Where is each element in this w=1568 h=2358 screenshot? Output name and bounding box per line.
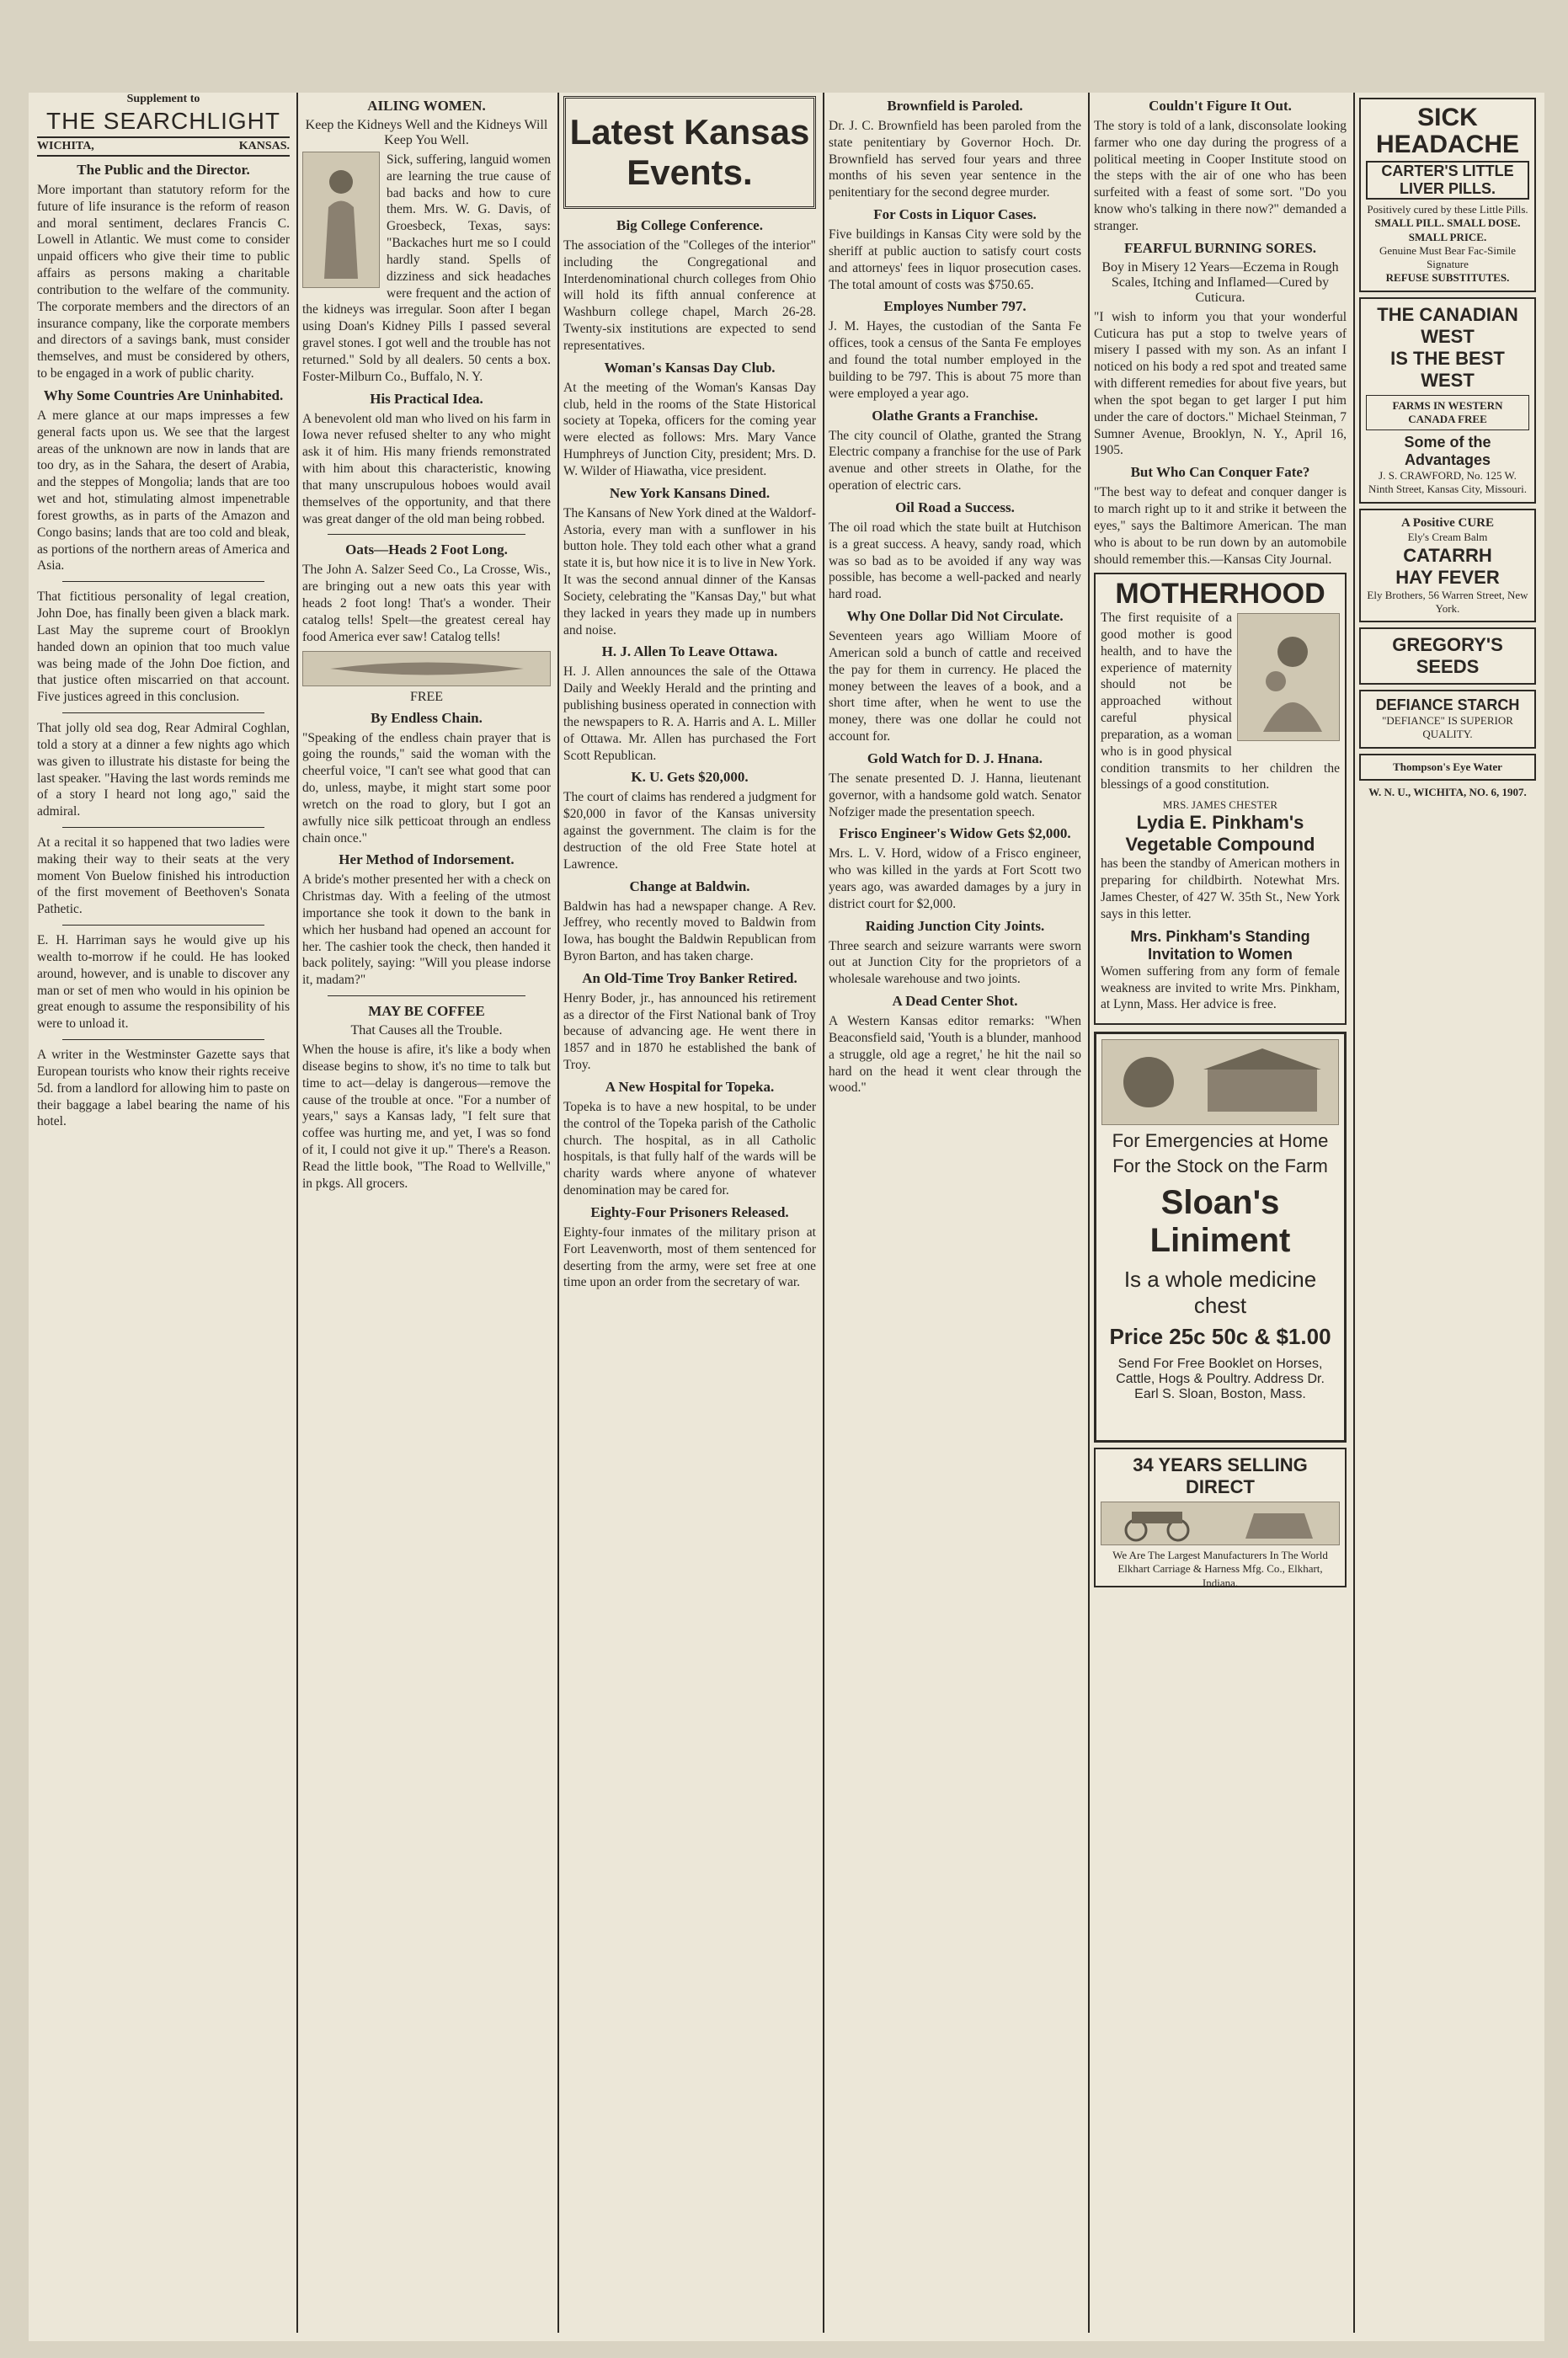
article-text: When the house is afire, it's like a body when disease begins to show, it's no time to talk but time to act—delay is dangerous—remove the cause of the trouble at once. "For a number of years," says a Kansas lady, "I felt sure that coffee was hurting me, and yet, I was so fond of it, I could not give it up." There's a Reason. Read the little book, "The Road to Wellville," in pkgs. All grocers.	[302, 1043, 551, 1191]
divider	[62, 581, 264, 582]
headline: Couldn't Figure It Out.	[1149, 98, 1292, 114]
headline: Oats—Heads 2 Foot Long.	[345, 541, 508, 558]
divider	[328, 995, 525, 996]
elys-cream-balm: Ely's Cream Balm	[1407, 531, 1488, 544]
divider	[62, 712, 264, 713]
sloan-line2: For the Stock on the Farm	[1112, 1155, 1328, 1177]
article-text: The oil road which the state built at Hutchison is a great success. A heavy, sandy road, which was so bad as to be avoided if any way was possible, has become a well-packed and nearly hard road.	[829, 520, 1081, 602]
headline: Her Method of Indorsement.	[339, 851, 515, 868]
column-2	[302, 93, 551, 2333]
sloan-price: Price 25c 50c & $1.00	[1109, 1324, 1331, 1350]
article-text: That fictitious personality of legal creation, John Doe, has finally been given a black mark. Last May the supreme court of Brooklyn handed down an opinion that too much value was being made of the John Doe fiction, and that justice often miscarried on that account. Five justices agreed in this conclusion.	[37, 590, 290, 705]
ad-text: The first requisite of a good mother is good health, and to have the experience of maternity should not be approached without careful physical preparation, as a woman who is in good physical condition transmits to her children the blessings of a good constitution.	[1101, 611, 1340, 792]
subheadline: Boy in Misery 12 Years—Eczema in Rough Scales, Itching and Inflamed—Cured by Cuticura.	[1101, 259, 1339, 305]
article-text: Mrs. L. V. Hord, widow of a Frisco engineer, who was killed in the yards at Fort Scott two years ago, was awarded damages by a jury in district court for $2,000.	[829, 846, 1081, 911]
woman-figure-icon	[312, 161, 371, 279]
masthead-line	[37, 136, 290, 157]
headline: For Costs in Liquor Cases.	[873, 206, 1037, 223]
column-5	[1094, 93, 1347, 2333]
subheadline: Keep the Kidneys Well and the Kidneys Will Keep You Well.	[305, 118, 548, 147]
headline: Eighty-Four Prisoners Released.	[590, 1203, 789, 1220]
carters-pill-line: SMALL PILL. SMALL DOSE. SMALL PRICE.	[1374, 216, 1521, 243]
article-text: At the meeting of the Woman's Kansas Day club, held in the rooms of the State Historical society at Topeka, officers for the coming year were elected as follows: Mrs. Mary Vance Humphreys of Junction City, president; Mrs. D. W. Wilder of Hiawatha, vice president.	[563, 380, 816, 478]
headline: Why One Dollar Did Not Circulate.	[846, 608, 1064, 625]
sloan-liniment-ad	[1094, 1032, 1347, 1443]
headline: By Endless Chain.	[371, 709, 483, 726]
article-text: That jolly old sea dog, Rear Admiral Coghlan, told a story at a dinner a few nights ago which was given to illustrate his distaste for being the last speaker. "Having the last words reminds me of a story I heard not long ago," said the admiral.	[37, 721, 290, 819]
carriage-line: We Are The Largest Manufacturers In The World	[1112, 1549, 1328, 1562]
carters-refuse: REFUSE SUBSTITUTES.	[1385, 271, 1510, 285]
column-6	[1359, 93, 1536, 1061]
article-text: A mere glance at our maps impresses a few general facts upon us. We see that the largest areas of the unknown are now in lands that are too dry, as in the Sahara, the desert of Arabia, and the steppes of Mongolia; lands that are too wet and hot, stimulating almost impenetrable forest growths, as in parts of the Amazon and Congo basins; lands that are too cold and bleak, as portions of the northern areas of America and Asia.	[37, 408, 290, 573]
headline: AILING WOMEN.	[367, 98, 486, 114]
article-text: Topeka is to have a new hospital, to be under the control of the Topeka parish of the Catholic church. The hospital, as in all Catholic hospitals, is that fully half of the wards will be charity wards where anyone of whatever denomination may be cared for.	[563, 1099, 816, 1198]
masthead-city: WICHITA,	[37, 140, 94, 152]
carriage-icon	[1111, 1505, 1330, 1542]
headline: Why Some Countries Are Uninhabited.	[43, 387, 284, 403]
masthead-state: KANSAS.	[238, 140, 290, 152]
free-label: FREE	[409, 689, 444, 704]
defiance-starch-ad	[1359, 690, 1536, 749]
column-3	[563, 93, 816, 2333]
gregory-seeds-title: GREGORY'S SEEDS	[1392, 634, 1503, 677]
canadian-west-ad	[1359, 297, 1536, 504]
column-rule	[296, 93, 298, 2333]
catarrh-title: CATARRH	[1403, 544, 1492, 566]
headline: His Practical Idea.	[370, 390, 483, 407]
mother-child-illustration	[1237, 613, 1340, 741]
carriage-illustration	[1101, 1502, 1340, 1545]
advantages-title: Some of the Advantages	[1404, 434, 1491, 468]
catarrh-ad	[1359, 509, 1536, 623]
motherhood-ad	[1094, 573, 1347, 1025]
canadian-west-sub: IS THE BEST WEST	[1390, 347, 1505, 391]
carters-signature-line: Genuine Must Bear Fac-Simile Signature	[1379, 243, 1517, 270]
article-text: A Western Kansas editor remarks: "When Beaconsfield said, 'Youth is a blunder, manhood a struggle, old age a regret,' he hit the nail so hard on the head it went clear through the wood."	[829, 1014, 1081, 1096]
farms-badge: FARMS IN WESTERN CANADA FREE	[1366, 395, 1529, 431]
headline: A Dead Center Shot.	[892, 993, 1018, 1010]
headline: Olathe Grants a Franchise.	[872, 407, 1038, 424]
article-text: "I wish to inform you that your wonderful Cuticura has put a stop to twelve years of misery I passed with my son. As an infant I noticed on his body a red spot and treated same with different remedies for about five years, but when the spot began to get larger I put him under the care of doctors." Michael Steinman, 7 Sumner Avenue, Brooklyn, N. Y., April 16, 1905.	[1094, 309, 1347, 458]
article-text: "The best way to defeat and conquer danger is to march right up to it and strike it between the eyes," says the Baltimore American. The man who is about to be run down by an automobile should remember this.—Kansas City Journal.	[1094, 485, 1347, 567]
article-text: The John A. Salzer Seed Co., La Crosse, Wis., are bringing out a new oats this year with heads 2 foot long! That's a wonder. Their catalog tells! Spelt—the greatest cereal hay food America ever saw! Catalog tells!	[302, 563, 551, 644]
divider	[328, 534, 525, 535]
headline: A New Hospital for Topeka.	[605, 1078, 775, 1095]
pinkham-title: Lydia E. Pinkham's Vegetable Compound	[1125, 812, 1315, 856]
newspaper-page	[29, 93, 1544, 2341]
ad-text: has been the standby of American mothers in preparing for childbirth. Notewhat Mrs. James Chester, of 427 W. 35th St., New York says in this letter.	[1101, 856, 1340, 921]
headline: Raiding Junction City Joints.	[865, 917, 1045, 934]
sick-headache-title: SICK HEADACHE	[1375, 104, 1519, 158]
motherhood-title: MOTHERHOOD	[1115, 578, 1325, 611]
pinkham-invitation: Mrs. Pinkham's Standing Invitation to Women	[1130, 927, 1310, 963]
column-rule	[823, 93, 824, 2333]
article-text: The association of the "Colleges of the interior" including the Congregational and Interdenominational church colleges from Ohio will hold its fifth annual conference at Washburn college chapel, March 26-28. Twenty-six institutions are expected to send representatives.	[563, 238, 816, 353]
headline: FEARFUL BURNING SORES.	[1123, 239, 1317, 256]
article-text: The senate presented D. J. Hanna, lieutenant governor, with a handsome gold watch. Senator Nofziger made the presentation speech.	[829, 771, 1081, 819]
headline: Woman's Kansas Day Club.	[604, 359, 776, 376]
carriage-ad	[1094, 1448, 1347, 1587]
farm-icon	[1107, 1044, 1334, 1120]
headline: Big College Conference.	[616, 217, 763, 233]
sloan-line1: For Emergencies at Home	[1112, 1130, 1329, 1152]
carriage-title: 34 YEARS SELLING DIRECT	[1133, 1454, 1308, 1498]
article-text: E. H. Harriman says he would give up his wealth to-morrow if he could. He has looked around, however, and is unable to discover any man or set of men who would in his opinion be great enough to assume the responsibility of his were to unload it.	[37, 933, 290, 1032]
canadian-west-title: THE CANADIAN WEST	[1377, 303, 1518, 347]
divider	[62, 925, 264, 926]
headline: H. J. Allen To Leave Ottawa.	[601, 643, 778, 660]
article-text: "Speaking of the endless chain prayer that is going the rounds," said the woman with the cheerful voice, "I can't see what good that can do, unless, maybe, it might start some poor wretch on the road to glory, but I got an awfully nice silk petticoat through an endless chain once."	[302, 730, 551, 846]
headline: But Who Can Conquer Fate?	[1130, 464, 1310, 481]
headline: Brownfield is Paroled.	[887, 98, 1023, 114]
article-text: More important than statutory reform for the future of life insurance is the reform of reason and moral sentiment, declares Francis C. Lowell in Atlantic. We must come to consider unpaid officers who give their time to public affairs as persons making a charitable contribution to the welfare of the community. The corporate members and the directors of an insurance company, like the corporate members and directors of a savings bank, must consider themselves, and must be considered by others, to be engaged in a work of public charity.	[37, 183, 290, 381]
article-text: Baldwin has had a newspaper change. A Rev. Jeffrey, who recently moved to Baldwin from Iowa, has bought the Baldwin Republican from Byron Barton, and has taken charge.	[563, 899, 816, 963]
article-text: Three search and seizure warrants were sworn out at Junction City for the proprietors of a wholesale warehouse and two joints.	[829, 938, 1081, 987]
sloan-name: Sloan's Liniment	[1149, 1184, 1291, 1260]
article-text: Henry Boder, jr., has announced his retirement as a director of the First National bank of Troy because of advancing age. He went there in 1857 and in 1870 he established the bank of Troy.	[563, 990, 816, 1073]
column-1	[37, 93, 290, 2333]
article-text: A writer in the Westminster Gazette says that European tourists who know their rights receive 5d. from a landlord for allowing him to paste on their baggage a label bearing the name of his hotel.	[37, 1048, 290, 1129]
article-text: The court of claims has rendered a judgment for $20,000 in favor of the Kansas university against the government. The claim is for the destruction of the old Free State hotel at Lawrence.	[563, 790, 816, 872]
article-text: At a recital it so happened that two ladies were making their way to their seats at the very moment Von Buelow finished his introduction of the first movement of Beethoven's Sonata Pathetic.	[37, 835, 290, 917]
headline: MAY BE COFFEE	[368, 1003, 485, 1020]
wnu-footer: W. N. U., WICHITA, NO. 6, 1907.	[1368, 785, 1527, 798]
subheadline: That Causes all the Trouble.	[350, 1023, 503, 1038]
headline: Oil Road a Success.	[895, 499, 1015, 515]
ely-address: Ely Brothers, 56 Warren Street, New York.	[1367, 588, 1528, 615]
article-text: H. J. Allen announces the sale of the Ottawa Daily and Weekly Herald and the printing and publishing business operated in connection with the newspapers to R. A. Harris and A. L. Miller of Ottawa. Mr. Allen has purchased the Fort Scott Republican.	[563, 664, 816, 763]
carriage-company: Elkhart Carriage & Harness Mfg. Co., Elkhart, Indiana.	[1117, 1562, 1323, 1589]
carters-text: Positively cured by these Little Pills.	[1367, 203, 1528, 216]
positive-cure: A Positive CURE	[1401, 515, 1494, 530]
defiance-quality: "DEFIANCE" IS SUPERIOR QUALITY.	[1382, 714, 1513, 741]
gregory-seeds-ad	[1359, 627, 1536, 685]
column-rule	[1353, 93, 1355, 2333]
article-text: Five buildings in Kansas City were sold by the sheriff at public auction to satisfy court costs and attorneys' fees in liquor prosecution cases. The total amount of costs was $750.65.	[829, 227, 1081, 292]
headline: Frisco Engineer's Widow Gets $2,000.	[839, 825, 1071, 842]
mother-child-icon	[1246, 622, 1331, 732]
eye-water-ad	[1359, 754, 1536, 781]
article-text: Seventeen years ago William Moore of American sold a bunch of cattle and received the pay for them in currency. He placed the money between the leaves of a book, and a short time after, when he went to use the money, there was one dollar he could not account for.	[829, 629, 1081, 744]
headline: New York Kansans Dined.	[609, 484, 771, 501]
farm-illustration	[1101, 1039, 1339, 1125]
ad-text: Women suffering from any form of female weakness are invited to write Mrs. Pinkham, at Lynn, Mass. Her advice is free.	[1101, 963, 1340, 1012]
headline: Employes Number 797.	[883, 298, 1027, 315]
column-rule	[557, 93, 559, 2333]
article-text: The Kansans of New York dined at the Waldorf-Astoria, every man with a sunflower in his button hole. They told each other what a grand state it is, but how nice it is to live in New York. It was the second annual dinner of the Kansas Society, celebrating the "Kansas Day," but what they lacked in years they made up in numbers and noise.	[563, 505, 816, 638]
article-text: Sick, suffering, languid women are learning the true cause of bad backs and how to cure them. Mrs. W. G. Davis, of Groesbeck, Texas, says: "Backaches hurt me so I could hardly stand. Spells of dizziness and sick headaches were frequent and the action of the kidneys was irregular. Soon after I began using Doan's Kidney Pills I passed several gravel stones. I got well and the trouble has not returned." Sold by all dealers. 50 cents a box. Foster-Milburn Co., Buffalo, N. Y.	[302, 152, 551, 384]
article-text: A bride's mother presented her with a check on Christmas day. With a feeling of the utmost importance she took it down to the bank in which her husband had opened an account for her. The cashier took the check, then handed it back politely, saying: "Will you please indorse it, madam?"	[302, 872, 551, 988]
divider	[62, 827, 264, 828]
article-text: Eighty-four inmates of the military prison at Fort Leavenworth, most of them sentenced for deserting from the army, were set free at one time upon an order from the secretary of war.	[563, 1224, 816, 1290]
headline: An Old-Time Troy Banker Retired.	[582, 969, 797, 986]
article-text: Dr. J. C. Brownfield has been paroled from the state penitentiary by Governor Hoch. Dr. Brownfield has served four years and three months of his seven year sentence in the penitentiary for the second degree murder.	[829, 119, 1081, 200]
column-rule	[1088, 93, 1090, 2333]
article-text: The city council of Olathe, granted the Strang Electric company a franchise for the use of Park avenue and other streets in Olathe, for the operation of electric cars.	[829, 428, 1081, 493]
article-text: J. M. Hayes, the custodian of the Santa Fe offices, took a census of the Santa Fe employes and found the total number employed in the building to be 797. This is about 75 more than were employed a year ago.	[829, 319, 1081, 401]
divider	[62, 1039, 264, 1040]
woman-illustration	[302, 152, 380, 288]
carters-ad	[1359, 98, 1536, 292]
sloan-address: Send For Free Booklet on Horses, Cattle, Hogs & Poultry. Address Dr. Earl S. Sloan, Boston, Mass.	[1116, 1357, 1325, 1402]
article-text: The story is told of a lank, disconsolate looking farmer who one day during the progress of a political meeting in Cooper Institute stood on the steps with the air of one who has been surfeited with a feast of some sort. "Do you know who's talking in there now?" demanded a stranger.	[1094, 119, 1347, 233]
oats-icon	[326, 656, 528, 681]
paper-name: THE SEARCHLIGHT	[46, 108, 280, 134]
ad-caption: MRS. JAMES CHESTER	[1162, 798, 1278, 812]
headline: The Public and the Director.	[77, 162, 250, 178]
supplement-label: Supplement to	[126, 93, 200, 105]
eye-water-title: Thompson's Eye Water	[1393, 760, 1502, 773]
headline: Gold Watch for D. J. Hnana.	[867, 750, 1043, 766]
headline: Change at Baldwin.	[629, 878, 750, 894]
oats-illustration	[302, 651, 551, 686]
crawford-address: J. S. CRAWFORD, No. 125 W. Ninth Street, Kansas City, Missouri.	[1368, 469, 1527, 496]
headline: K. U. Gets $20,000.	[631, 769, 749, 786]
article-text: A benevolent old man who lived on his farm in Iowa never refused shelter to any who might ask it of him. His many friends remonstrated with him about this characteristic, knowing that many unscrupulous hoboes would avail themselves of the opportunity, and that there was great danger of the old man being robbed.	[302, 411, 551, 526]
carters-logo: CARTER'S LITTLE LIVER PILLS.	[1366, 161, 1529, 200]
column-4	[829, 93, 1081, 2333]
hay-fever-title: HAY FEVER	[1395, 566, 1500, 588]
section-title: Latest Kansas Events.	[563, 96, 816, 209]
defiance-title: DEFIANCE STARCH	[1375, 696, 1520, 713]
sloan-line4: Is a whole medicine chest	[1123, 1267, 1317, 1319]
